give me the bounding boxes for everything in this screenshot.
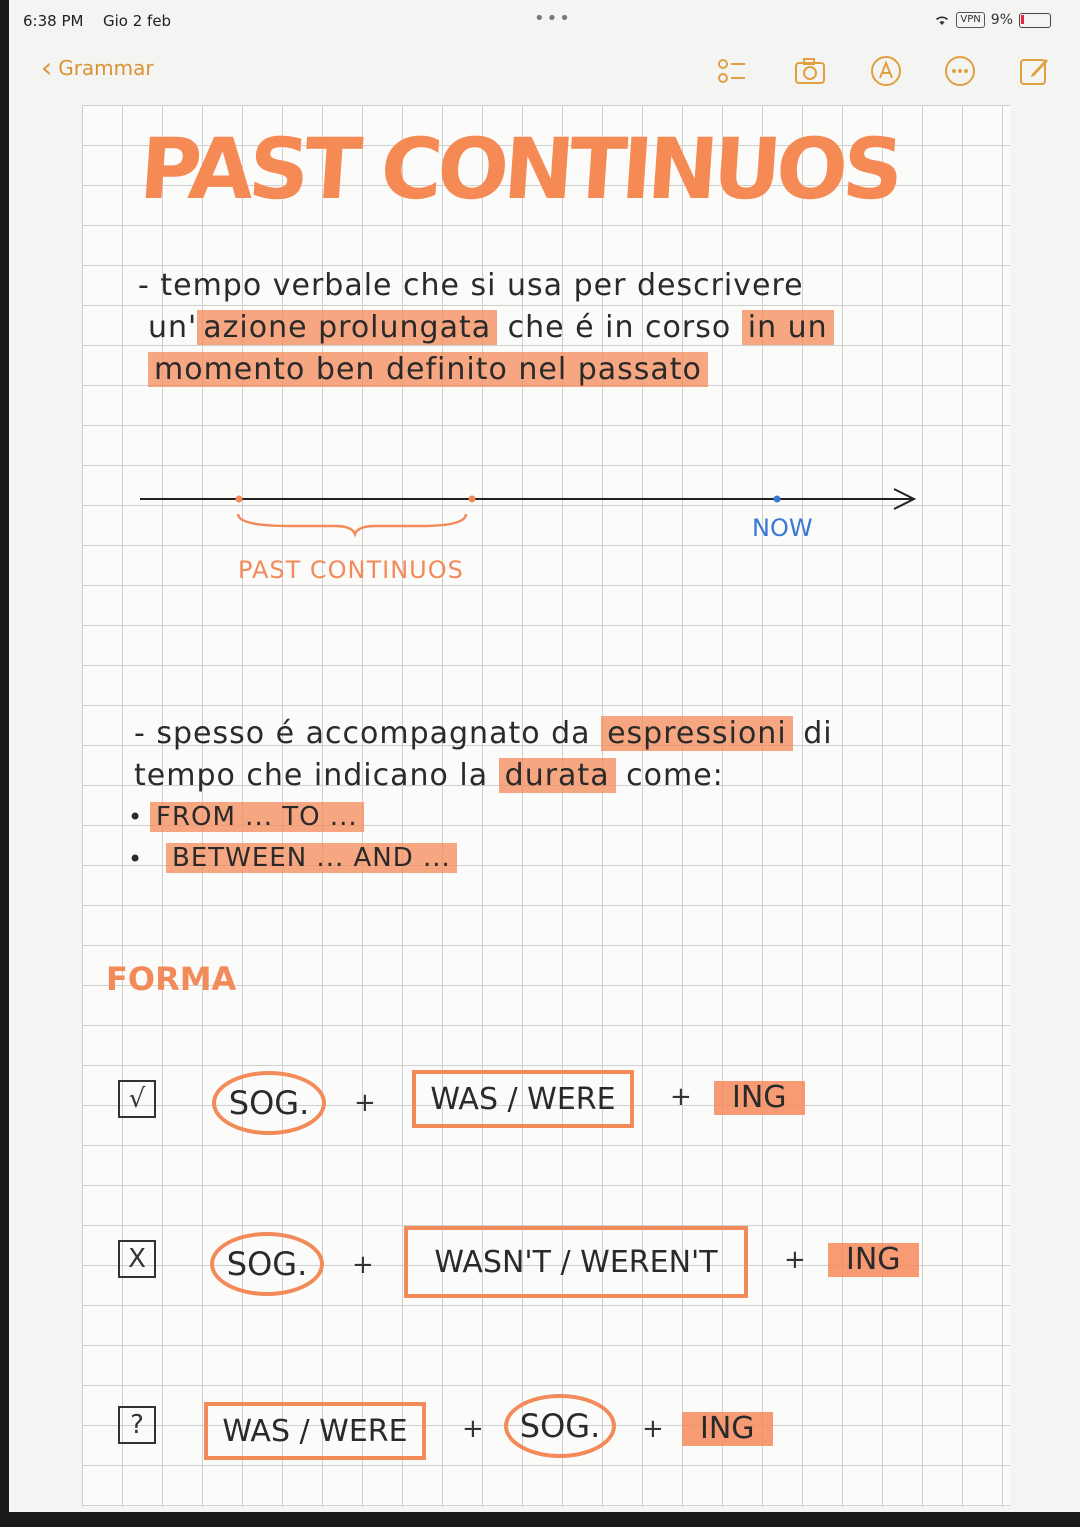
camera-icon[interactable] (793, 54, 827, 88)
question-mark-icon: ? (118, 1406, 156, 1444)
battery-percent: 9% (990, 12, 1013, 28)
affirmative-subject: SOG. (212, 1071, 326, 1135)
negative-subject: SOG. (210, 1232, 324, 1296)
note-title: PAST CONTINUOS (136, 120, 902, 218)
timeline-now-label: NOW (752, 514, 813, 542)
negative-ing: ING (828, 1243, 919, 1277)
timeline-segment-label: PAST CONTINUOS (238, 556, 464, 584)
status-time: 6:38 PM (23, 12, 84, 30)
more-options-icon[interactable] (943, 54, 977, 88)
negative-cross-icon: X (118, 1240, 156, 1278)
forma-heading: FORMA (106, 960, 237, 998)
negative-auxiliary: WASN'T / WEREN'T (404, 1226, 748, 1298)
expressions-line-1: - spesso é accompagnato da espressioni di (134, 716, 833, 751)
notes-toolbar (9, 46, 1071, 98)
device-bezel-bottom (0, 1512, 1080, 1527)
vpn-badge: VPN (956, 12, 984, 28)
back-button[interactable] (41, 51, 154, 84)
wifi-icon (934, 14, 950, 26)
status-indicators (934, 12, 1051, 28)
affirmative-ing: ING (714, 1081, 805, 1115)
definition-line-1: - tempo verbale che si usa per descrivere (138, 268, 804, 303)
highlight-espressioni: espressioni (601, 716, 793, 751)
plus-sign: + (642, 1414, 664, 1444)
affirmative-check-icon: √ (118, 1080, 156, 1118)
markup-pen-icon[interactable] (869, 54, 903, 88)
bullet-icon: • (128, 803, 143, 831)
expressions-line-2: tempo che indicano la durata come: (134, 758, 724, 793)
plus-sign: + (354, 1088, 376, 1118)
question-ing: ING (682, 1412, 773, 1446)
battery-icon (1019, 13, 1051, 28)
plus-sign: + (462, 1414, 484, 1444)
definition-line-3 (148, 352, 708, 387)
status-date: Gio 2 feb (103, 12, 172, 30)
plus-sign: + (784, 1245, 806, 1275)
expression-item-from-to: FROM ... TO ... (150, 802, 364, 832)
highlight-momento: momento ben definito nel passato (148, 352, 708, 387)
definition-line-2: un' azione prolungata che é in corso in un (148, 310, 834, 345)
question-subject: SOG. (504, 1394, 616, 1458)
multitasking-dots-icon[interactable]: ••• (534, 8, 572, 29)
plus-sign: + (670, 1082, 692, 1112)
expression-item-between-and: BETWEEN ... AND ... (166, 843, 457, 873)
device-bezel-left (0, 0, 9, 1527)
status-bar (9, 0, 1071, 42)
back-label: Grammar (58, 56, 154, 80)
highlight-in-un: in un (742, 310, 834, 345)
question-auxiliary: WAS / WERE (204, 1402, 426, 1460)
compose-icon[interactable] (1017, 54, 1051, 88)
checklist-icon[interactable] (715, 54, 749, 88)
plus-sign: + (352, 1250, 374, 1280)
affirmative-auxiliary: WAS / WERE (412, 1070, 634, 1128)
highlight-durata: durata (499, 758, 616, 793)
bullet-icon: • (128, 845, 143, 873)
chevron-left-icon: ‹ (41, 51, 53, 84)
highlight-azione: azione prolungata (197, 310, 497, 345)
